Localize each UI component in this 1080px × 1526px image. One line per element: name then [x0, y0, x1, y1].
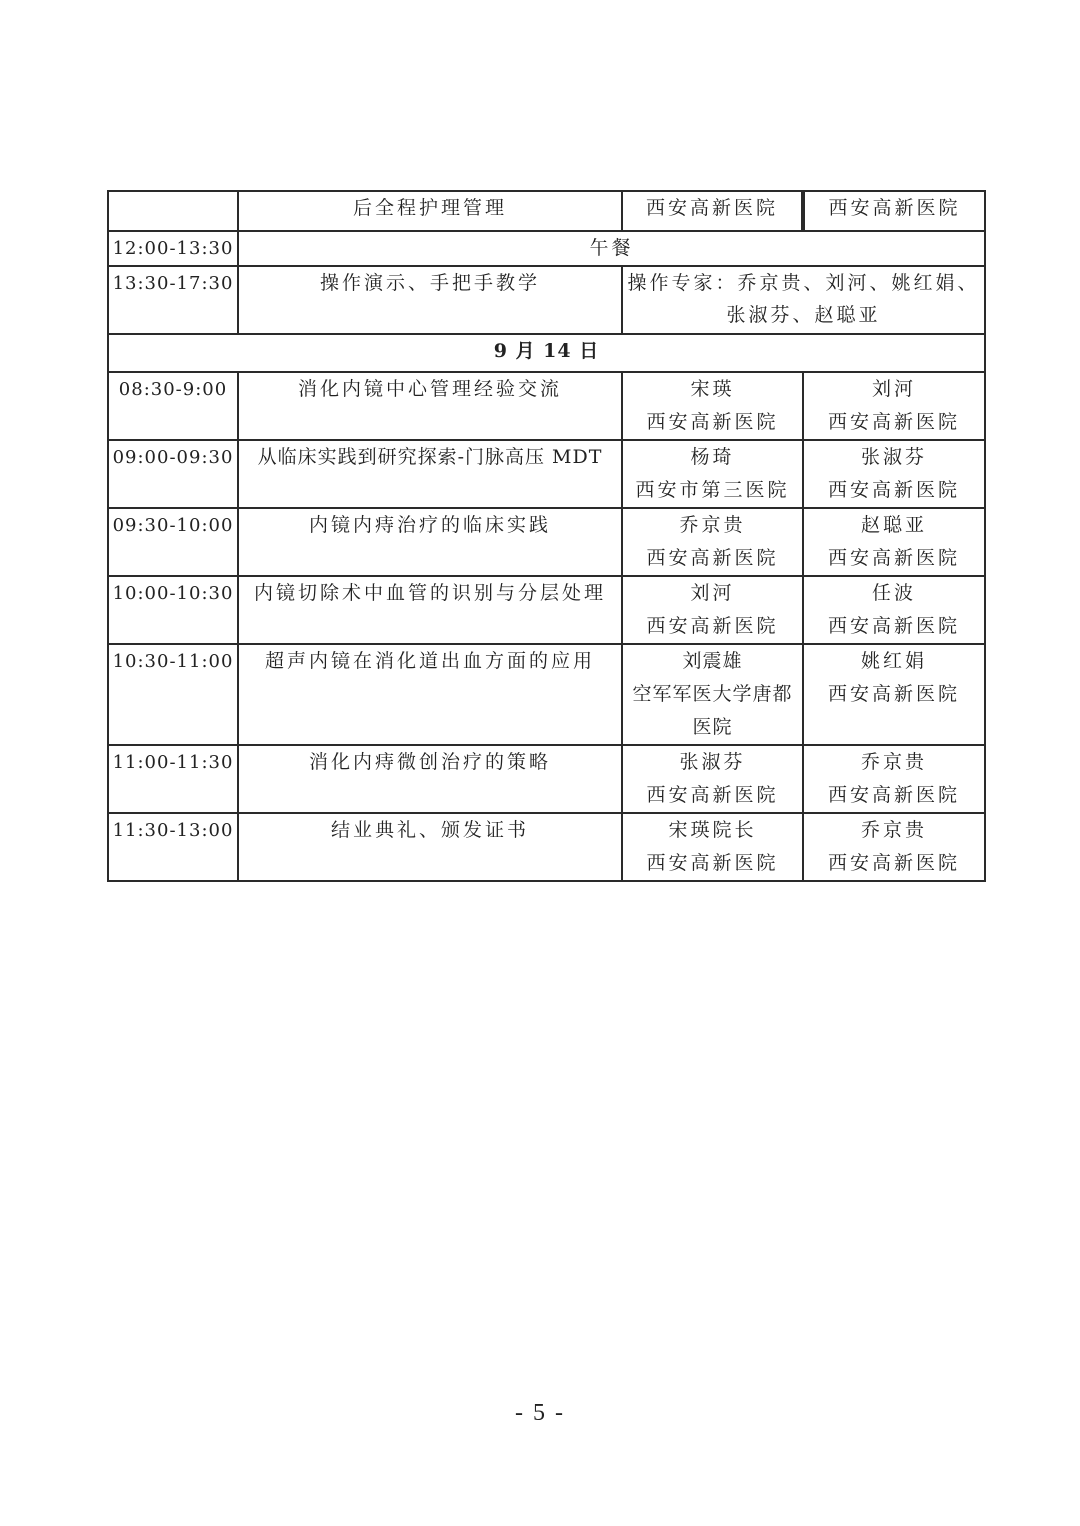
speaker-cell [622, 644, 803, 745]
topic-cell: 超声内镜在消化道出血方面的应用 [238, 644, 622, 745]
time-cell [108, 191, 238, 231]
table-row [108, 231, 985, 266]
table-row [108, 440, 985, 508]
host-cell [803, 644, 985, 745]
experts-cell [622, 266, 985, 334]
experts-line: 操作专家：乔京贵、刘河、姚红娟、 [627, 272, 980, 294]
host-org: 西安高新医院 [827, 852, 960, 874]
host-org: 西安高新医院 [827, 479, 960, 501]
table-row [108, 745, 985, 813]
speaker-cell [622, 508, 803, 576]
topic-cell: 内镜内痔治疗的临床实践 [238, 508, 622, 576]
table-row [108, 191, 985, 231]
speaker-cell: 西安高新医院 [622, 191, 803, 231]
time-cell: 12:00-13:30 [108, 231, 238, 266]
host-cell [803, 813, 985, 881]
speaker-name: 宋瑛院长 [668, 819, 757, 841]
time-cell: 13:30-17:30 [108, 266, 238, 334]
speaker-name: 乔京贵 [679, 514, 746, 536]
time-cell: 09:00-09:30 [108, 440, 238, 508]
host-name: 乔京贵 [860, 819, 927, 841]
topic-cell: 消化内镜中心管理经验交流 [238, 372, 622, 440]
host-org: 西安高新医院 [827, 615, 960, 637]
table-row [108, 334, 985, 372]
time-cell: 10:00-10:30 [108, 576, 238, 644]
speaker-org: 西安市第三医院 [635, 479, 790, 501]
host-cell: 西安高新医院 [803, 191, 985, 231]
host-cell [803, 745, 985, 813]
date-header: 9 月 14 日 [108, 334, 985, 372]
speaker-org: 空军军医大学唐都 [632, 683, 793, 705]
host-org: 西安高新医院 [827, 784, 960, 806]
speaker-org: 西安高新医院 [646, 411, 779, 433]
host-cell [803, 372, 985, 440]
page-number: - 5 - [515, 1400, 565, 1426]
speaker-org: 西安高新医院 [646, 784, 779, 806]
time-cell: 11:00-11:30 [108, 745, 238, 813]
table-row [108, 813, 985, 881]
speaker-cell [622, 745, 803, 813]
host-name: 任波 [871, 582, 916, 604]
topic-cell: 结业典礼、颁发证书 [238, 813, 622, 881]
table-row [108, 372, 985, 440]
topic-cell: 操作演示、手把手教学 [238, 266, 622, 334]
experts-line: 张淑芬、赵聪亚 [726, 304, 881, 326]
speaker-name: 杨琦 [690, 446, 735, 468]
speaker-name: 刘河 [690, 582, 735, 604]
time-cell: 08:30-9:00 [108, 372, 238, 440]
host-org: 西安高新医院 [827, 547, 960, 569]
host-org: 西安高新医院 [827, 411, 960, 433]
topic-cell: 后全程护理管理 [238, 191, 622, 231]
topic-cell: 消化内痔微创治疗的策略 [238, 745, 622, 813]
speaker-name: 宋瑛 [690, 378, 735, 400]
speaker-cell [622, 372, 803, 440]
speaker-name: 刘震雄 [682, 650, 743, 672]
time-cell: 10:30-11:00 [108, 644, 238, 745]
table-row [108, 644, 985, 745]
speaker-org: 医院 [692, 716, 733, 738]
schedule-table [107, 190, 986, 882]
speaker-org: 西安高新医院 [646, 615, 779, 637]
topic-cell: 内镜切除术中血管的识别与分层处理 [238, 576, 622, 644]
host-name: 张淑芬 [860, 446, 927, 468]
speaker-cell [622, 440, 803, 508]
host-cell [803, 576, 985, 644]
lunch-cell: 午餐 [238, 231, 985, 266]
table-row [108, 266, 985, 334]
host-name: 刘河 [871, 378, 916, 400]
speaker-cell [622, 813, 803, 881]
table-row [108, 508, 985, 576]
host-name: 姚红娟 [860, 650, 927, 672]
host-name: 乔京贵 [860, 751, 927, 773]
time-cell: 09:30-10:00 [108, 508, 238, 576]
speaker-cell [622, 576, 803, 644]
host-cell [803, 508, 985, 576]
topic-cell: 从临床实践到研究探索-门脉高压 MDT [238, 440, 622, 508]
speaker-name: 张淑芬 [679, 751, 746, 773]
speaker-org: 西安高新医院 [646, 547, 779, 569]
time-cell: 11:30-13:00 [108, 813, 238, 881]
table-row [108, 576, 985, 644]
host-name: 赵聪亚 [860, 514, 927, 536]
host-org: 西安高新医院 [827, 683, 960, 705]
host-cell [803, 440, 985, 508]
speaker-org: 西安高新医院 [646, 852, 779, 874]
